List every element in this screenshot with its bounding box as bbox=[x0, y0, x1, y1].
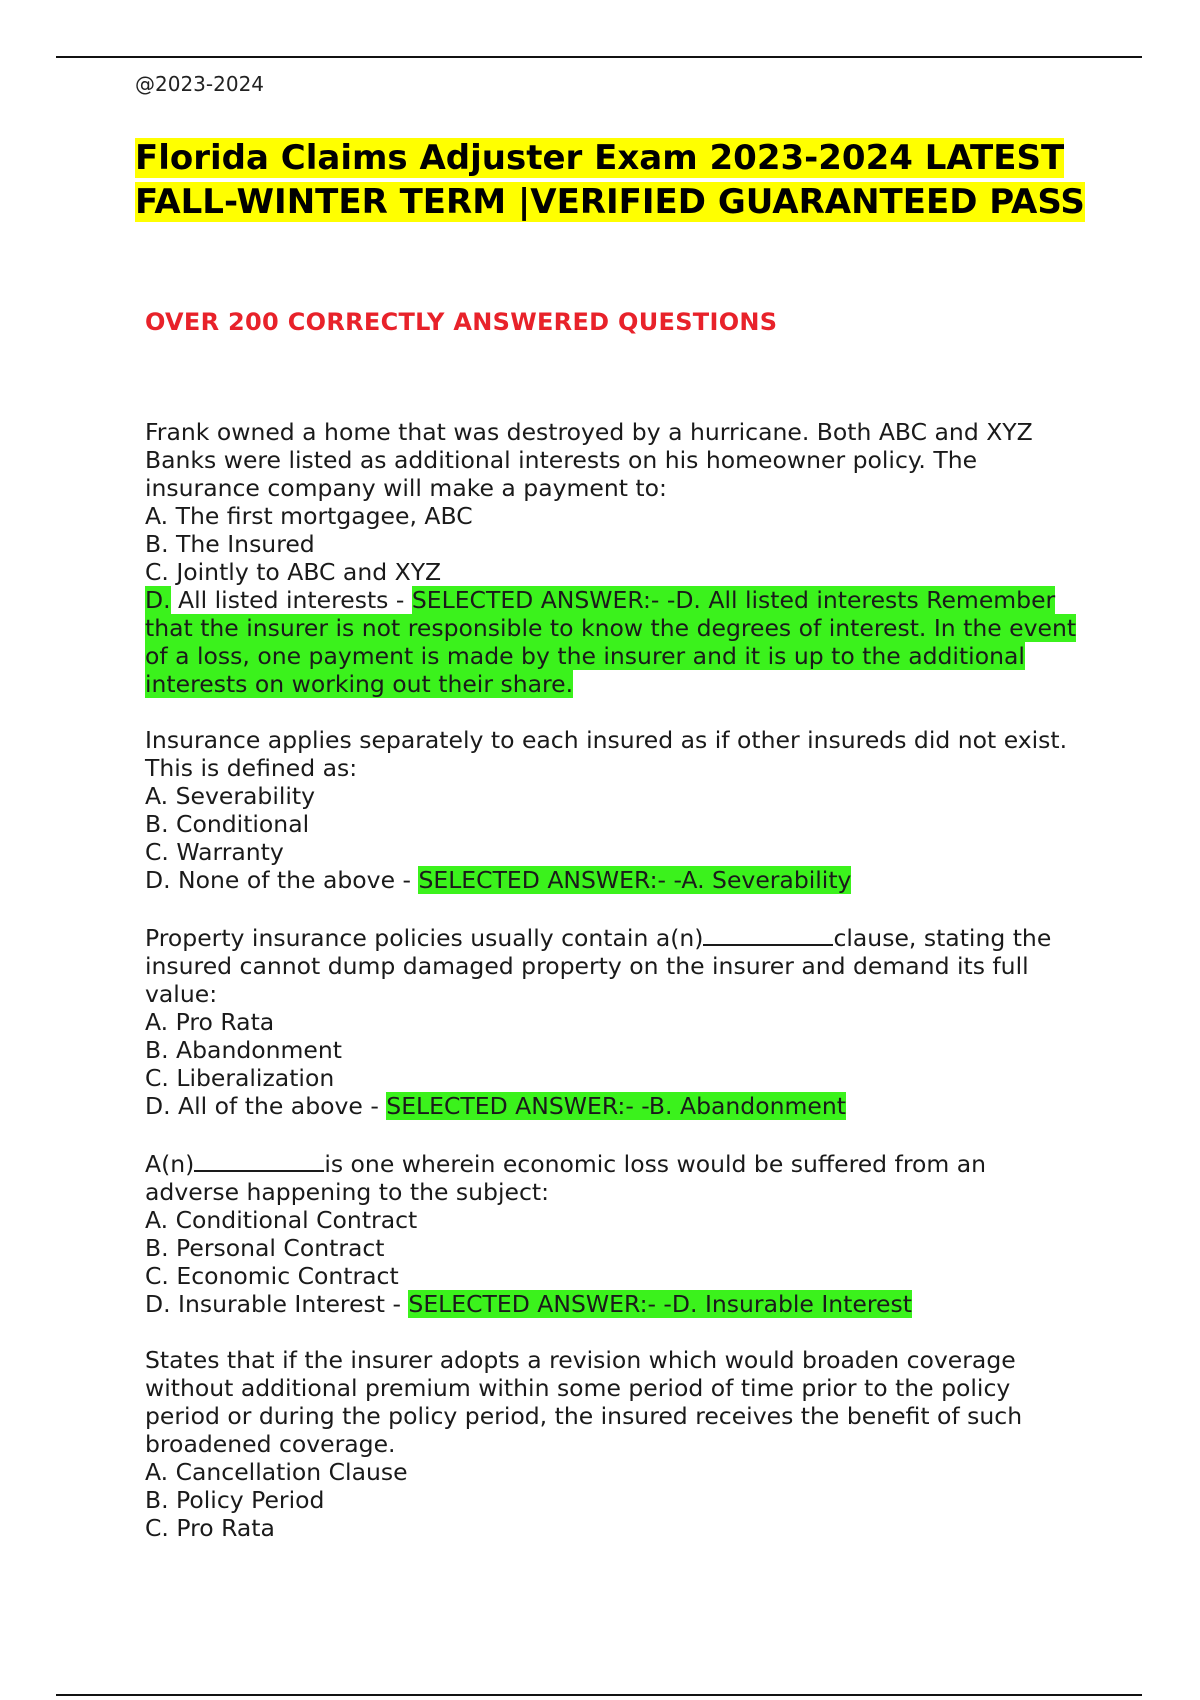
question-3-option-b: B. Abandonment bbox=[145, 1036, 342, 1064]
question-4-option-d bbox=[145, 1290, 1085, 1318]
question-1 bbox=[145, 418, 1085, 698]
question-1-option-b: B. The Insured bbox=[145, 530, 315, 558]
question-3-option-a: A. Pro Rata bbox=[145, 1008, 275, 1036]
question-5-option-c: C. Pro Rata bbox=[145, 1514, 275, 1542]
bottom-rule bbox=[56, 1694, 1142, 1696]
question-4 bbox=[145, 1148, 1085, 1318]
question-5 bbox=[145, 1346, 1085, 1542]
question-4-option-b: B. Personal Contract bbox=[145, 1234, 385, 1262]
question-1-stem: Frank owned a home that was destroyed by a hurricane. Both ABC and XYZ Banks were listed as additional interests on his homeowner policy. The insurance company will make a payment to: bbox=[145, 418, 1033, 502]
question-3-option-d-text: D. All of the above - bbox=[145, 1092, 387, 1120]
question-3-stem bbox=[145, 922, 1085, 1008]
question-1-option-d-text: All listed interests - bbox=[170, 586, 412, 614]
question-3-stem-after: clause, stating the insured cannot dump damaged property on the insurer and demand its full value: bbox=[145, 924, 1052, 1008]
question-2-option-d bbox=[145, 866, 1085, 894]
question-4-stem-before: A(n) bbox=[145, 1150, 195, 1178]
question-2 bbox=[145, 726, 1085, 894]
copyright-text: @2023-2024 bbox=[135, 72, 265, 96]
question-3-stem-before: Property insurance policies usually contain a(n) bbox=[145, 924, 704, 952]
document-title-text: Florida Claims Adjuster Exam 2023-2024 LATEST FALL-WINTER TERM |VERIFIED GUARANTEED PASS bbox=[135, 138, 1085, 222]
question-3-option-d bbox=[145, 1092, 1085, 1120]
question-4-stem bbox=[145, 1148, 1085, 1206]
document-subtitle: OVER 200 CORRECTLY ANSWERED QUESTIONS bbox=[145, 308, 778, 336]
question-4-blank bbox=[194, 1148, 324, 1172]
question-4-stem-after: is one wherein economic loss would be suffered from an adverse happening to the subject: bbox=[145, 1150, 987, 1206]
question-3-option-c: C. Liberalization bbox=[145, 1064, 335, 1092]
question-3 bbox=[145, 922, 1085, 1120]
question-5-options bbox=[145, 1458, 1085, 1542]
question-1-selected-answer: SELECTED ANSWER:- -D. All listed interests Remember that the insurer is not responsible to know the degrees of interest. In the event of a loss, one payment is made by the insurer and it is up to the additional interests on working out their share. bbox=[145, 586, 1077, 698]
question-4-option-a: A. Conditional Contract bbox=[145, 1206, 418, 1234]
question-3-options bbox=[145, 1008, 1085, 1120]
question-2-option-b: B. Conditional bbox=[145, 810, 310, 838]
top-rule bbox=[56, 56, 1142, 58]
question-1-option-d-prefix: D. bbox=[145, 586, 171, 614]
question-list bbox=[145, 418, 1085, 1570]
question-2-option-c: C. Warranty bbox=[145, 838, 284, 866]
question-2-option-d-text: D. None of the above - bbox=[145, 866, 419, 894]
question-4-option-c: C. Economic Contract bbox=[145, 1262, 399, 1290]
question-1-option-a: A. The first mortgagee, ABC bbox=[145, 502, 473, 530]
question-5-stem: States that if the insurer adopts a revision which would broaden coverage without additional premium within some period of time prior to the policy period or during the policy period, the insured receives the benefit of such broadened coverage. bbox=[145, 1346, 1023, 1458]
question-4-selected-answer: SELECTED ANSWER:- -D. Insurable Interest bbox=[408, 1290, 912, 1318]
question-2-selected-answer: SELECTED ANSWER:- -A. Severability bbox=[418, 866, 852, 894]
question-2-option-a: A. Severability bbox=[145, 782, 316, 810]
question-5-option-b: B. Policy Period bbox=[145, 1486, 325, 1514]
question-3-selected-answer: SELECTED ANSWER:- -B. Abandonment bbox=[386, 1092, 846, 1120]
question-1-option-c: C. Jointly to ABC and XYZ bbox=[145, 558, 442, 586]
question-5-option-a: A. Cancellation Clause bbox=[145, 1458, 408, 1486]
question-3-blank bbox=[703, 922, 833, 946]
document-title bbox=[135, 136, 1135, 224]
question-1-option-d bbox=[145, 586, 1085, 698]
question-4-options bbox=[145, 1206, 1085, 1318]
question-2-stem: Insurance applies separately to each insured as if other insureds did not exist. This is defined as: bbox=[145, 726, 1068, 782]
question-1-options bbox=[145, 502, 1085, 698]
question-2-options bbox=[145, 782, 1085, 894]
question-4-option-d-text: D. Insurable Interest - bbox=[145, 1290, 409, 1318]
